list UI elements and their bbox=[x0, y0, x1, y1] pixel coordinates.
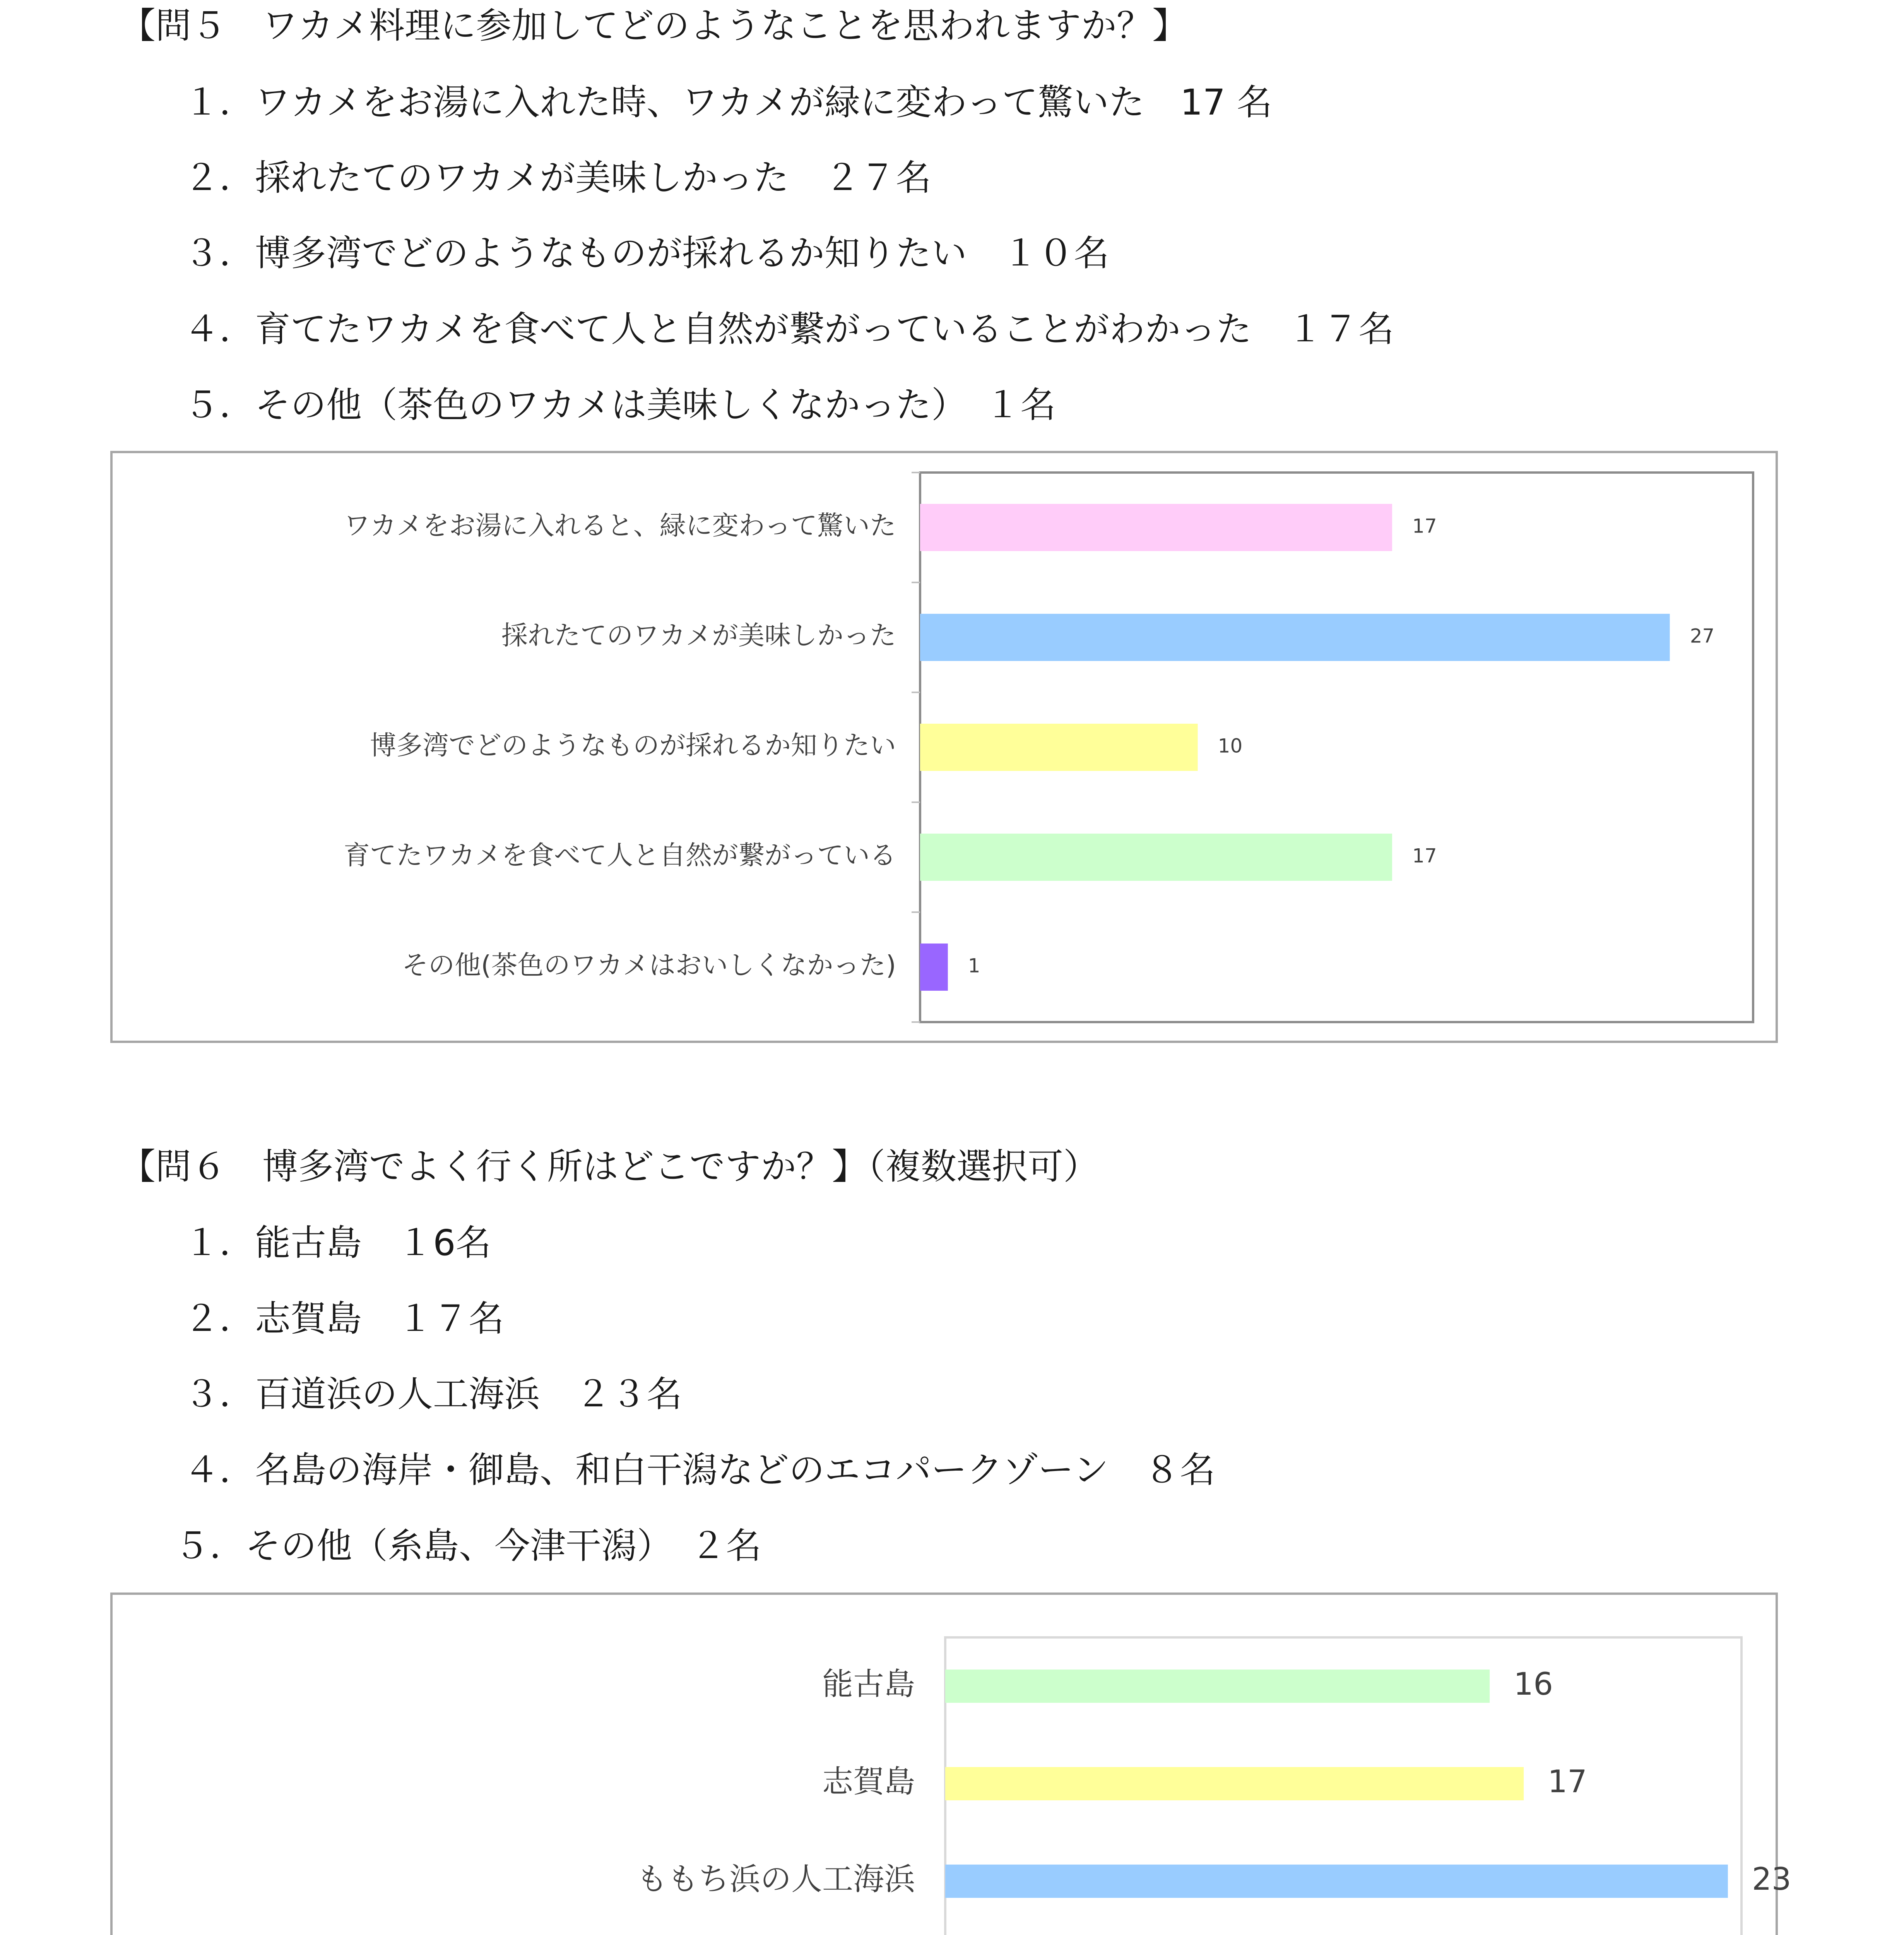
q6-category-label: 能古島 bbox=[822, 1666, 915, 1702]
q6-data-label: 23 bbox=[1752, 1861, 1791, 1897]
q5-data-label: 17 bbox=[1412, 515, 1437, 538]
q6-chart-frame bbox=[110, 1593, 1791, 1935]
q5-bar bbox=[920, 724, 1198, 771]
q5-data-label: 27 bbox=[1690, 625, 1715, 647]
q6-title: 【問６ 博多湾でよく行く所はどこですか？】（複数選択可） bbox=[120, 1146, 1099, 1187]
q5-bar bbox=[920, 944, 948, 991]
q5-data-label: 10 bbox=[1218, 735, 1243, 757]
q5-answer-1: １．ワカメをお湯に入れた時、ワカメが緑に変わって驚いた 17 名 bbox=[184, 82, 1273, 123]
q5-chart-frame bbox=[110, 451, 1778, 1043]
q5-bar bbox=[920, 504, 1392, 551]
q5-title: 【問５ ワカメ料理に参加してどのようなことを思われますか？】 bbox=[120, 5, 1188, 46]
q6-answer-4: ４．名島の海岸・御島、和白干潟などのエコパークゾーン ８名 bbox=[184, 1449, 1216, 1491]
q5-bar bbox=[920, 834, 1392, 881]
q6-category-label: 志賀島 bbox=[822, 1763, 915, 1800]
q5-data-label: 1 bbox=[968, 954, 980, 977]
q5-answer-3: ３．博多湾でどのようなものが採れるか知りたい １０名 bbox=[184, 233, 1110, 274]
q6-answer-1: １．能古島 １6名 bbox=[184, 1222, 491, 1264]
q5-category-label: その他(茶色のワカメはおいしくなかった) bbox=[402, 950, 896, 981]
q6-answer-3: ３．百道浜の人工海浜 ２３名 bbox=[184, 1373, 683, 1415]
q6-data-label: 17 bbox=[1548, 1763, 1587, 1800]
q6-bar bbox=[945, 1670, 1490, 1703]
q5-bar bbox=[920, 614, 1670, 661]
q6-bar bbox=[945, 1767, 1524, 1800]
q6-bar-chart bbox=[113, 1595, 1791, 1935]
q6-category-label: ももち浜の人工海浜 bbox=[636, 1861, 915, 1897]
q6-bar bbox=[945, 1865, 1728, 1898]
q5-answer-4: ４．育てたワカメを食べて人と自然が繋がっていることがわかった １７名 bbox=[184, 308, 1394, 350]
q5-answer-5: ５．その他（茶色のワカメは美味しくなかった） １名 bbox=[184, 384, 1056, 426]
q5-category-label: ワカメをお湯に入れると、緑に変わって驚いた bbox=[344, 510, 896, 541]
q6-data-label: 16 bbox=[1514, 1666, 1553, 1702]
q6-answer-2: ２．志賀島 １７名 bbox=[184, 1298, 505, 1339]
q5-data-label: 17 bbox=[1412, 844, 1437, 867]
q6-answer-5: ５．その他（糸島、今津干潟） ２名 bbox=[174, 1525, 762, 1567]
q5-category-label: 育てたワカメを食べて人と自然が繋がっている bbox=[343, 840, 896, 871]
q5-bar-chart bbox=[113, 453, 1776, 1041]
q5-answer-2: ２．採れたてのワカメが美味しかった ２７名 bbox=[184, 157, 932, 199]
q5-category-label: 採れたてのワカメが美味しかった bbox=[501, 620, 896, 651]
q5-category-label: 博多湾でどのようなものが採れるか知りたい bbox=[370, 730, 896, 761]
